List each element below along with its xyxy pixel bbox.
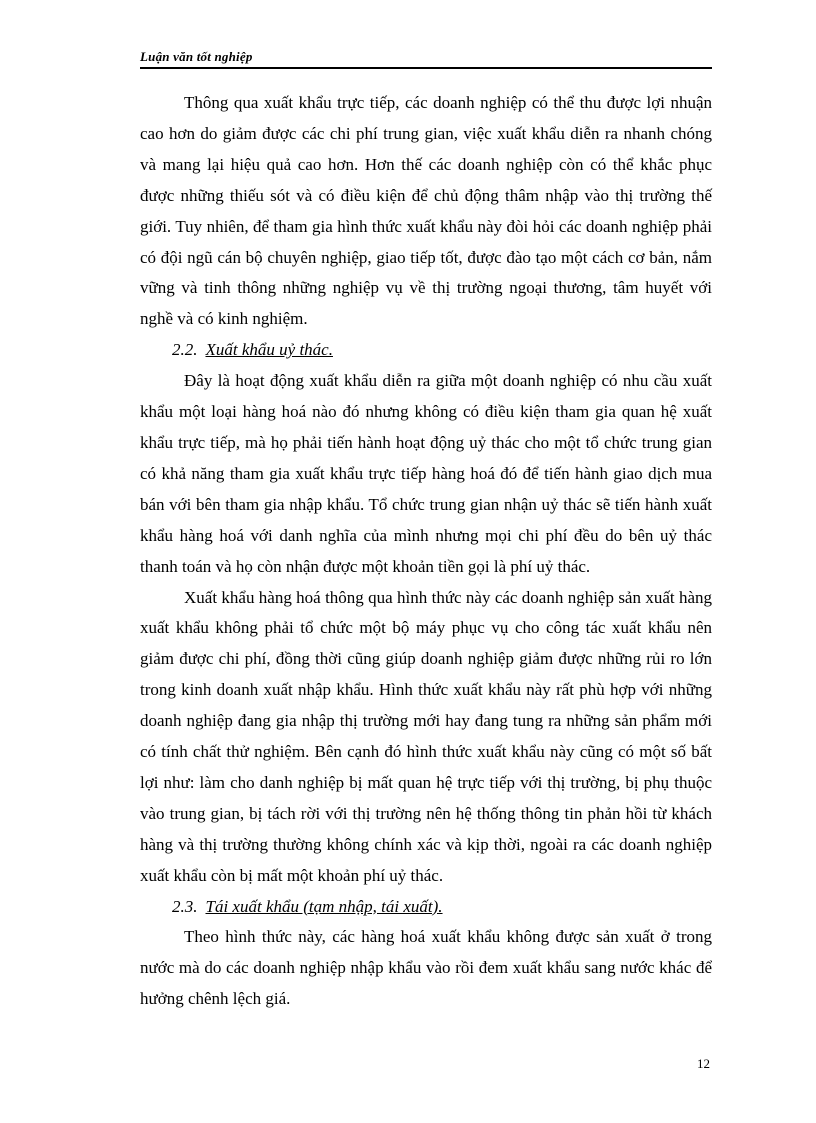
section-heading-2-3 bbox=[140, 892, 712, 923]
section-title: Xuất khẩu uỷ thác. bbox=[205, 340, 333, 360]
section-title: Tái xuất khẩu (tạm nhập, tái xuất). bbox=[205, 896, 443, 916]
paragraph-entrusted-export-analysis: Xuất khẩu hàng hoá thông qua hình thức này các doanh nghiệp sản xuất hàng xuất khẩu không phải tổ chức một bộ máy phục vụ cho công tác xuất khẩu nên giảm được chi phí, đồng thời cũng giúp doanh nghiệp giảm được những rủi ro lớn trong kinh doanh xuất nhập khẩu. Hình thức xuất khẩu này rất phù hợp với những doanh nghiệp đang gia nhập thị trường mới hay đang tung ra những sản phẩm mới có tính chất thử nghiệm. Bên cạnh đó hình thức xuất khẩu này cũng có một số bất lợi như: làm cho danh nghiệp bị mất quan hệ trực tiếp với thị trường, bị phụ thuộc vào trung gian, bị tách rời với thị trường nên hệ thống thông tin phản hồi từ khách hàng và thị trường thường không chính xác và kịp thời, ngoài ra các doanh nghiệp xuất khẩu còn bị mất một khoản phí uỷ thác. bbox=[140, 587, 712, 885]
section-number: 2.3. bbox=[172, 896, 198, 916]
section-number: 2.2. bbox=[172, 340, 198, 360]
document-body bbox=[140, 88, 712, 1015]
paragraph-entrusted-export-definition: Đây là hoạt động xuất khẩu diễn ra giữa một doanh nghiệp có nhu cầu xuất khẩu một loại hàng hoá nào đó nhưng không có điều kiện tham gia quan hệ xuất khẩu trực tiếp, mà họ phải tiến hành hoạt động uỷ thác cho một tổ chức trung gian có khả năng tham gia xuất khẩu trực tiếp hàng hoá đó để tiến hành giao dịch mua bán với bên tham gia nhập khẩu. Tổ chức trung gian nhận uỷ thác sẽ tiến hành xuất khẩu hàng hoá với danh nghĩa của mình nhưng mọi chi phí đều do bên uỷ thác thanh toán và họ còn nhận được một khoản tiền gọi là phí uỷ thác. bbox=[140, 371, 712, 576]
header-rule bbox=[140, 67, 712, 69]
paragraph-direct-export: Thông qua xuất khẩu trực tiếp, các doanh nghiệp có thể thu được lợi nhuận cao hơn do giảm được các chi phí trung gian, việc xuất khẩu diễn ra nhanh chóng và mang lại hiệu quả cao hơn. Hơn thế các doanh nghiệp còn có thể khắc phục được những thiếu sót và có điều kiện để chủ động thâm nhập vào thị trường thế giới. Tuy nhiên, để tham gia hình thức xuất khẩu này đòi hỏi các doanh nghiệp phải có đội ngũ cán bộ chuyên nghiệp, giao tiếp tốt, được đào tạo một cách cơ bản, nắm vững và tinh thông những nghiệp vụ về thị trường ngoại thương, tâm huyết với nghề và có kinh nghiệm. bbox=[140, 93, 712, 329]
page-number: 12 bbox=[697, 1056, 710, 1071]
page-header bbox=[140, 49, 712, 69]
header-title: Luận văn tốt nghiệp bbox=[140, 49, 253, 64]
section-heading-2-2 bbox=[140, 335, 712, 366]
paragraph-re-export: Theo hình thức này, các hàng hoá xuất khẩu không được sản xuất ở trong nước mà do các doanh nghiệp nhập khẩu vào rồi đem xuất khẩu sang nước khác để hưởng chênh lệch giá. bbox=[140, 927, 712, 1009]
